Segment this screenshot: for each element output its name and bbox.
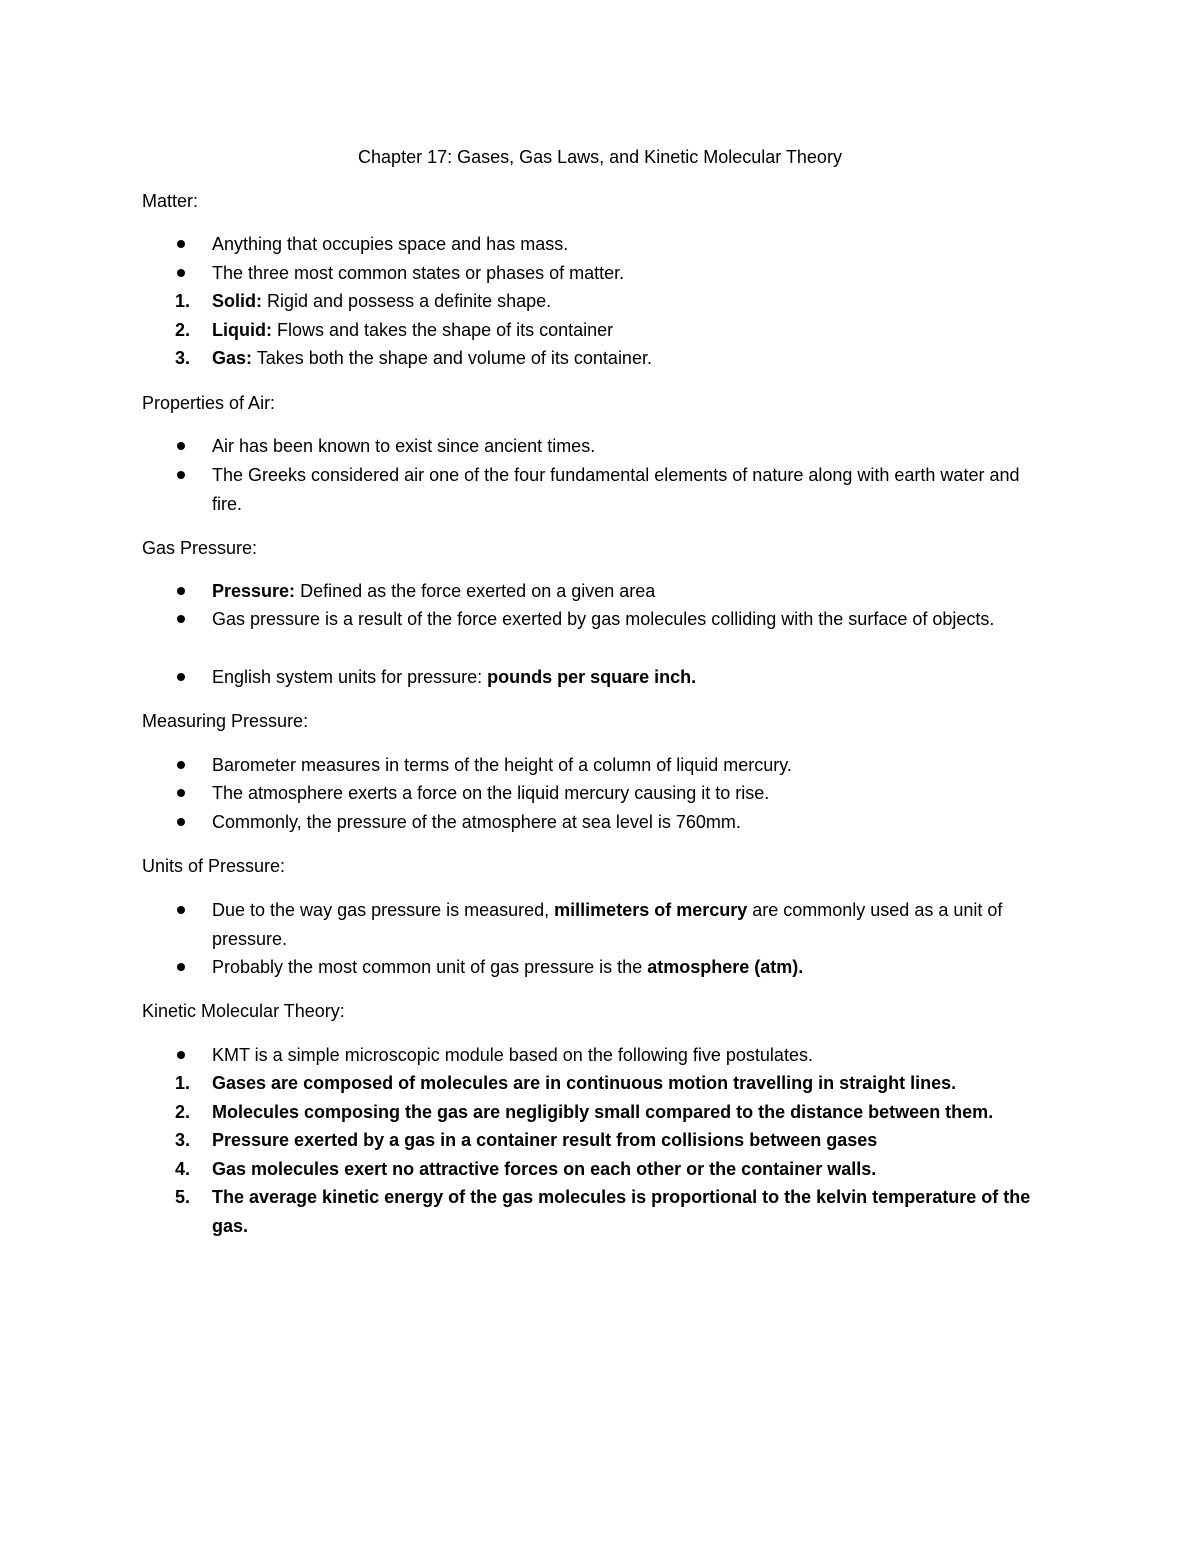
bullet-icon (177, 906, 185, 914)
item-emphasis: millimeters of mercury (554, 900, 748, 920)
item-text: Probably the most common unit of gas pressure is the (212, 957, 648, 977)
section-heading-properties-of-air: Properties of Air: (142, 393, 276, 413)
list-number: 1. (175, 1073, 191, 1093)
item-text: English system units for pressure: (212, 667, 488, 687)
item-text: Gas molecules exert no attractive forces on each other or the container walls. (212, 1159, 877, 1179)
section-heading-measuring-pressure: Measuring Pressure: (142, 711, 309, 731)
bullet-icon (177, 789, 185, 797)
list-item (212, 605, 1012, 634)
list-item (175, 1183, 1052, 1240)
bullet-icon (177, 615, 185, 623)
list-number: 4. (175, 1159, 191, 1179)
item-text: Rigid and possess a definite shape. (262, 291, 552, 311)
bullet-icon (177, 818, 185, 826)
item-term: Liquid: (212, 320, 272, 340)
section-heading-matter: Matter: (142, 191, 199, 211)
bullet-icon (177, 963, 185, 971)
item-text: Gas pressure is a result of the force exerted by gas molecules colliding with the surface of objects. (212, 609, 995, 629)
list-item (175, 1126, 1052, 1155)
list-item (212, 230, 1052, 259)
list-number: 2. (175, 1102, 191, 1122)
item-emphasis: pounds per square inch. (487, 667, 697, 687)
list-item (212, 953, 1052, 982)
bullet-icon (177, 673, 185, 681)
list-item (212, 577, 1052, 606)
item-text: The Greeks considered air one of the four fundamental elements of nature along with earth water and fire. (212, 465, 1020, 514)
item-text: The atmosphere exerts a force on the liquid mercury causing it to rise. (212, 783, 770, 803)
list-item (175, 287, 1052, 316)
list-item (175, 316, 1052, 345)
item-text: Molecules composing the gas are negligibly small compared to the distance between them. (212, 1102, 994, 1122)
section-heading-gas-pressure: Gas Pressure: (142, 538, 258, 558)
bullet-icon (177, 442, 185, 450)
list-number: 1. (175, 291, 191, 311)
item-text: Takes both the shape and volume of its container. (252, 348, 652, 368)
item-text: Air has been known to exist since ancient times. (212, 436, 596, 456)
list-item (212, 1041, 1052, 1070)
bullet-icon (177, 761, 185, 769)
item-term: Pressure: (212, 581, 296, 601)
item-term: Gas: (212, 348, 253, 368)
bullet-icon (177, 269, 185, 277)
item-term: Solid: (212, 291, 262, 311)
item-text: Flows and takes the shape of its container (271, 320, 614, 340)
item-text-tail: are commonly used as a unit of pressure. (212, 900, 1003, 949)
item-text: The three most common states or phases of matter. (212, 263, 625, 283)
item-text: The average kinetic energy of the gas molecules is proportional to the kelvin temperature of the gas. (212, 1187, 1031, 1236)
item-text: Pressure exerted by a gas in a container result from collisions between gases (212, 1130, 878, 1150)
item-text: Due to the way gas pressure is measured, (212, 900, 555, 920)
list-item (212, 751, 1052, 780)
item-text: Anything that occupies space and has mass. (212, 234, 569, 254)
list-item (212, 808, 1052, 837)
list-number: 2. (175, 320, 191, 340)
bullet-icon (177, 471, 185, 479)
item-text: Barometer measures in terms of the height of a column of liquid mercury. (212, 755, 792, 775)
document-title: Chapter 17: Gases, Gas Laws, and Kinetic Molecular Theory (358, 147, 842, 167)
list-item (212, 461, 1027, 518)
item-text: Gases are composed of molecules are in continuous motion travelling in straight lines. (212, 1073, 957, 1093)
list-item (175, 344, 1052, 373)
list-number: 3. (175, 1130, 191, 1150)
list-item (212, 896, 1052, 953)
list-item (212, 259, 1052, 288)
item-text: Commonly, the pressure of the atmosphere at sea level is 760mm. (212, 812, 741, 832)
list-item (212, 663, 1052, 692)
bullet-icon (177, 240, 185, 248)
bullet-icon (177, 587, 185, 595)
list-item (212, 432, 1052, 461)
section-heading-units-of-pressure: Units of Pressure: (142, 856, 286, 876)
bullet-icon (177, 1051, 185, 1059)
list-item (175, 1098, 1072, 1127)
list-number: 5. (175, 1187, 191, 1207)
item-emphasis: atmosphere (atm). (647, 957, 804, 977)
list-item (212, 779, 1052, 808)
item-text: Defined as the force exerted on a given area (295, 581, 656, 601)
list-item (175, 1069, 1052, 1098)
list-item (175, 1155, 1052, 1184)
list-number: 3. (175, 348, 191, 368)
item-text: KMT is a simple microscopic module based on the following five postulates. (212, 1045, 813, 1065)
section-heading-kinetic-molecular-theory: Kinetic Molecular Theory: (142, 1001, 345, 1021)
